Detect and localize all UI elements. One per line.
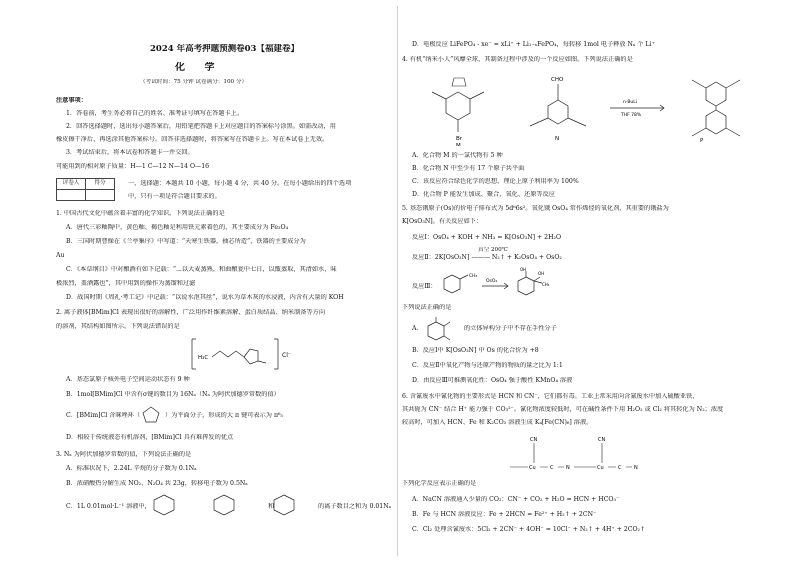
option: C．《本草纲目》中对酿酒有如下记载：“...以大麦蒸熟，和曲酿瓮中七日，以甑蒸取，其清如水，味: [66, 266, 337, 273]
copper-cyanide-chain-figure: [508, 433, 648, 475]
score-cell: [57, 190, 86, 201]
score-table-header: 得分: [86, 179, 115, 190]
note-item: 2．回答选择题时，选出每小题答案后，用铅笔把答题卡上对应题目的答案标号涂黑。如需改动，用: [66, 123, 336, 130]
reagent-bottom: THF 78%: [621, 113, 642, 118]
nitrogen-label: N: [634, 465, 638, 471]
reaction-1: 反应Ⅰ：OsO₄ + KOH + NH₃ = K[OsO₃N] + 2H₂O: [412, 234, 562, 241]
score-cell: [86, 190, 115, 201]
option: A．标准状况下，2.24L 辛烷的分子数为 0.1Nₐ: [66, 465, 197, 472]
reaction-2-condition: 真空 200℃: [478, 247, 508, 253]
imidazole-ring-figure: [140, 404, 162, 424]
note-item: 3．考试结束后，将本试卷和答题卡一并交回。: [66, 149, 194, 156]
cn-label: CN: [530, 437, 538, 443]
question-4-stem: 4. 有机“纳米小人”风靡全球，其制备过程中涉及的一个反应如图。下列说法正确的是: [402, 56, 633, 63]
subject-title: 化 学: [175, 62, 223, 73]
bmim-structure-figure: [190, 337, 300, 371]
option-a-structure: [422, 314, 462, 342]
carbon-label: C: [550, 465, 554, 471]
option: D．化合物 P 能发生加成、聚合、氧化、还原等反应: [412, 191, 555, 198]
hydroxyl-label: OH: [520, 267, 527, 272]
chloride-label: Cl⁻: [282, 352, 292, 359]
cn-label: CN: [598, 437, 606, 443]
exam-info: （考试时间：75 分钟 试卷满分：100 分）: [140, 79, 248, 85]
question-3-stem: 3. Nₐ 为阿伏加德罗常数的值，下列说法正确的是: [56, 451, 192, 458]
option: B．Fe 与 HCN 溶液反应：Fe + 2HCN = Fe²⁺ + H₂↑ + 2CN⁻: [412, 511, 597, 518]
option: B．浓硝酸热分解生成 NO₂、N₂O₄ 共 23g，转移电子数为 0.5Nₐ: [66, 480, 248, 487]
option: C．Cl₂ 处理含氰废水：5Cl₂ + 2CN⁻ + 4OH⁻ = 10Cl⁻ + N₂↑ + 4H⁺ + 2CO₂↑: [412, 526, 646, 533]
option: 和: [268, 503, 275, 510]
option: B．1mol[BMim]Cl 中含有σ键的数目为 16Nₐ（Nₐ 为阿伏加德罗常数的值）: [66, 391, 280, 398]
reaction-3-figure: [438, 266, 558, 302]
nitrogen-label: N: [566, 465, 570, 471]
option: C．反应Ⅱ中氧化产物与还原产物的物质的量之比为 1:1: [412, 362, 563, 369]
option: A．化合物 M 的一氯代物有 5 种: [412, 152, 503, 159]
option: 的离子数目之和为 0.01Nₐ: [318, 503, 392, 510]
hydroxyl-label: OH: [538, 271, 545, 276]
bromo-label: Br: [456, 136, 463, 142]
option: C．[BMim]Cl 含咪唑环（: [66, 412, 141, 419]
option: Au: [56, 252, 65, 259]
option: 的立体异构分子中不存在手性分子: [464, 325, 557, 332]
option: D．战国时期《周礼·考工记》中记载：“以说水沤其丝”，说水为草木灰的水浸液，内含有大量的 KOH: [66, 294, 344, 301]
question-2-stem: 2. 离子液体[BMim]Cl 表现出很好的溶解性，广泛用作纤维素溶解、蛋白质结晶、纳米制备等方向: [56, 309, 326, 316]
reaction-scheme-figure: [418, 70, 778, 146]
question-5-prompt: 下列说法正确的是: [402, 304, 452, 311]
compound-p-label: P: [700, 138, 704, 144]
option: D．相较于传统液态有机溶剂，[BMim]Cl 具有难挥发的优点: [66, 434, 234, 441]
carbon-label: C: [618, 465, 622, 471]
copper-label: Cu: [597, 465, 604, 471]
atomic-mass: 可能用到的相对原子质量：H—1 C—12 N—14 O—16: [56, 163, 210, 170]
option: D．电极反应 LiFePO₄ - xe⁻ = xLi⁺ + Li₁₋ₓFePO₄，每转移 1mol 电子释放 Nₐ 个 Li⁺: [412, 41, 655, 48]
option: A．NaCN 溶液通入少量的 CO₂：CN⁻ + CO₂ + H₂O = HCN + HCO₃⁻: [412, 496, 620, 503]
option: ）为平面分子，形成的大 π 键可表示为 π⁶₅: [165, 412, 283, 419]
option: A．基态氯原子核外电子空间运动状态有 9 种: [66, 376, 190, 383]
column-divider: [397, 6, 398, 556]
methyl-label: H₃C: [198, 355, 209, 361]
question-6-stem: 6. 含氰废水中氰化物的主要形式是 HCN 和 CN⁻，它们都有毒。工业上常采用向含氰废水中加入硫酸亚铁，: [402, 393, 699, 400]
section-instructions: 一、选择题：本题共 10 小题，每小题 4 分，共 40 分。在每小题给出的四个选项: [128, 180, 352, 187]
option: D．由反应Ⅲ可推测氧化性：OsO₄ 强于酸性 KMnO₄ 溶液: [412, 377, 573, 384]
reaction-3-label: 反应Ⅲ：: [412, 283, 437, 290]
section-instructions: 中，只有一项是符合题目要求的。: [128, 193, 221, 200]
reagent-top: n-BuLi: [623, 100, 638, 105]
option: C．该反应符合绿色化学的思想，理论上原子利用率为 100%: [412, 178, 579, 185]
notes-heading: 注意事项：: [56, 97, 87, 104]
option: B．反应Ⅰ中 K[OsO₃N] 中 Os 的化合价为 +8: [412, 347, 539, 354]
question-6-stem: 较高时，可加入 HCN、Fe 和 K₂CO₃ 溶液生成 K₄[Fe(CN)₆] 溶液。: [402, 419, 593, 426]
question-6-prompt: 下列化学反应表示正确的是: [402, 480, 477, 487]
option-label: A．: [412, 325, 423, 332]
score-table: [56, 178, 115, 201]
option: A．唐代三彩釉陶中，黄色釉、褐色釉是利用铁元素着色的，其主要成分为 Fe₃O₄: [66, 224, 289, 231]
methyl-label: CH₃: [542, 282, 550, 287]
reagent-label: OsO₄: [486, 279, 498, 284]
compound-n-label: N: [555, 136, 560, 142]
question-6-stem: 其共轭为 CN⁻ 结合 H⁺ 能力强于 CO₃²⁻。氰化物浓度较低时，可在碱性条件下用 H₂O₂ 或 Cl₂ 将其转化为 N₂；浓度: [402, 406, 724, 413]
note-item: 1．答卷前，考生务必将自己的姓名、准考证号填写在答题卡上。: [66, 110, 244, 117]
reaction-2: 反应Ⅱ：2K[OsO₃N] ——— N₂↑ + K₂OsO₄ + OsO₂: [412, 254, 562, 261]
option: B．三国时期曹操在《兰亭集序》中写道：“天寒生铁器，抽芯所造”，铁器的主要成分为: [66, 238, 306, 245]
aldehyde-label: CHO: [551, 77, 564, 83]
option: 极浓烈，盖酒露也”，其中用到的操作为蒸馏和过滤: [56, 280, 196, 287]
question-2-stem: 的溶剂，其结构如图所示。下列说法错误的是: [56, 323, 180, 330]
note-item: 橡皮擦干净后，再选涂其他答案标号。回答非选择题时，将答案写在答题卡上。写在本试卷上无效。: [56, 136, 329, 143]
phthalate-structures-figure: [150, 490, 340, 520]
copper-label: Cu: [529, 465, 536, 471]
methyl-label: CH₃: [469, 274, 478, 279]
option: C．1L 0.01mol·L⁻¹ 溶液中，: [66, 503, 151, 510]
question-5-stem: 5. 基态锇原子(Os)的价电子排布式为 5d⁶6s²。氧化锇 OsO₄ 常作烯烃的氧化剂，其重要的锇盐为: [402, 205, 669, 212]
exam-title: 2024 年高考押题预测卷03【福建卷】: [150, 44, 299, 54]
option: B．化合物 N 中至少有 17 个原子共平面: [412, 165, 525, 172]
question-1-stem: 1. 中国古代文化中蕴含着丰富的化学知识。下列说法正确的是: [56, 210, 225, 217]
question-5-stem: K[OsO₃N]。有关反应如下：: [402, 218, 483, 225]
compound-m-label: M: [456, 143, 461, 146]
score-table-header: 评卷人: [57, 179, 86, 190]
